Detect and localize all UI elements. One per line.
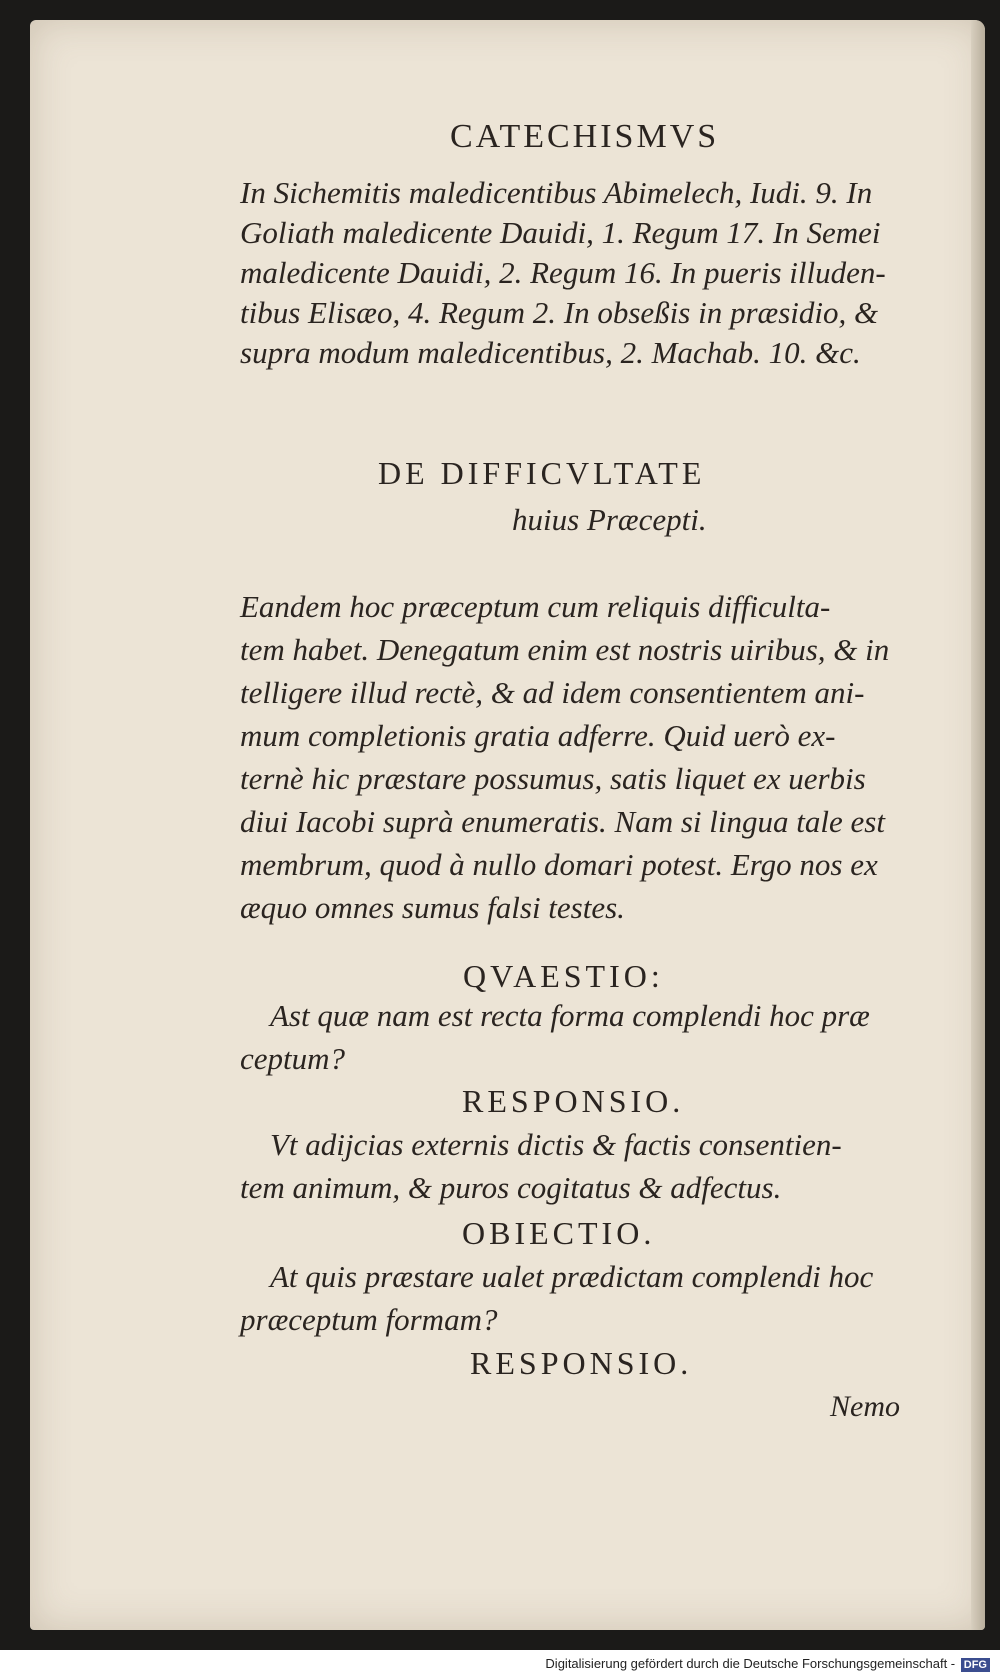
text-line: Goliath maledicente Dauidi, 1. Regum 17. In Semei — [240, 215, 881, 250]
text-line: ceptum? — [240, 1041, 346, 1076]
text-line: maledicente Dauidi, 2. Regum 16. In pueris illuden- — [240, 255, 886, 290]
text-line: In Sichemitis maledicentibus Abimelech, Iudi. 9. In — [240, 175, 873, 210]
text-line: tem habet. Denegatum enim est nostris uiribus, & in — [240, 632, 890, 667]
text-line: tibus Elisæo, 4. Regum 2. In obseßis in præsidio, & — [240, 295, 879, 330]
footer-credit — [545, 1656, 990, 1672]
text-line: tem animum, & puros cogitatus & adfectus. — [240, 1170, 782, 1205]
quaestio-label: QVAESTIO: — [463, 958, 664, 994]
running-head: CATECHISMVS — [450, 118, 720, 155]
text-line: supra modum maledicentibus, 2. Machab. 10. &c. — [240, 335, 861, 370]
obiectio-label: OBIECTIO. — [462, 1215, 656, 1251]
text-line: telligere illud rectè, & ad idem consentientem ani- — [240, 675, 865, 710]
text-line: Ast quæ nam est recta forma complendi hoc præ — [270, 998, 870, 1033]
responsio-label: RESPONSIO. — [462, 1083, 685, 1119]
page-edge — [971, 20, 985, 1630]
footer-text: Digitalisierung gefördert durch die Deutsche Forschungsgemeinschaft - — [545, 1656, 956, 1671]
text-line: præceptum formam? — [240, 1302, 498, 1337]
section-heading: DE DIFFICVLTATE — [378, 455, 706, 491]
catchword: Nemo — [830, 1390, 900, 1423]
text-line: Vt adijcias externis dictis & factis consentien- — [270, 1127, 842, 1162]
dfg-logo-icon: DFG — [961, 1658, 990, 1672]
section-subheading: huius Præcepti. — [512, 502, 707, 537]
text-line: diui Iacobi suprà enumeratis. Nam si lingua tale est — [240, 804, 885, 839]
text-line: mum completionis gratia adferre. Quid uerò ex- — [240, 718, 836, 753]
text-line: Eandem hoc præceptum cum reliquis difficulta- — [240, 589, 831, 624]
text-line: membrum, quod à nullo domari potest. Ergo nos ex — [240, 847, 878, 882]
text-line: At quis præstare ualet prædictam complendi hoc — [270, 1259, 874, 1294]
text-line: æquo omnes sumus falsi testes. — [240, 890, 625, 925]
text-line: ternè hic præstare possumus, satis liquet ex uerbis — [240, 761, 866, 796]
responsio-label: RESPONSIO. — [470, 1345, 693, 1381]
